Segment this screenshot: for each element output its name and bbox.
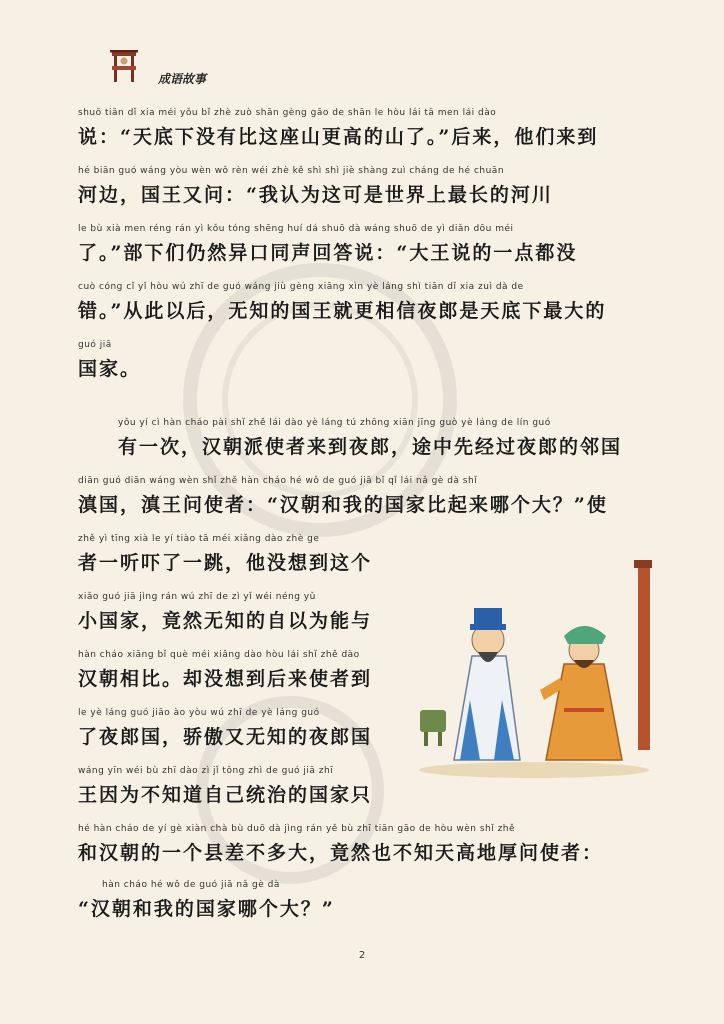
pinyin: hàn cháo hé wǒ de guó jiā nǎ gè dà — [102, 880, 280, 890]
hanzi: 了夜郎国，骄傲又无知的夜郎国 — [78, 726, 373, 748]
pinyin: xiǎo guó jiā jìng rán wú zhī de zì yǐ wéi néng yǔ — [78, 592, 316, 602]
hanzi: 汉朝相比。却没想到后来使者到 — [78, 668, 373, 690]
hanzi: 了。”部下们仍然异口同声回答说：“大王说的一点都没 — [78, 242, 578, 264]
hanzi: 河边，国王又问：“我认为这可是世界上最长的河川 — [78, 184, 553, 206]
header-title: 成语故事 — [158, 72, 207, 86]
pinyin: diān guó diān wáng wèn shǐ zhě hàn cháo hé wǒ de guó jiā bǐ qǐ lái nǎ gè dà shǐ — [78, 476, 478, 486]
pinyin: hé biān guó wáng yòu wèn wǒ rèn wéi zhè kě shì shì jiè shàng zuì cháng de hé chuān — [78, 166, 505, 176]
hanzi: 有一次，汉朝派使者来到夜郎，途中先经过夜郎的邻国 — [118, 436, 623, 458]
hanzi: 王因为不知道自己统治的国家只 — [78, 784, 373, 806]
hanzi: 小国家，竟然无知的自以为能与 — [78, 610, 373, 632]
pinyin: yǒu yí cì hàn cháo pài shǐ zhě lái dào yè láng tú zhōng xiān jīng guò yè láng de lín guó — [118, 418, 551, 428]
illustration-envoys — [414, 560, 652, 780]
pinyin: hàn cháo xiāng bǐ què méi xiǎng dào hòu lái shǐ zhě dào — [78, 650, 360, 660]
hanzi: 错。”从此以后，无知的国王就更相信夜郎是天底下最大的 — [78, 300, 607, 322]
pinyin: zhě yì tīng xià le yí tiào tā méi xiǎng dào zhè ge — [78, 534, 320, 544]
pinyin: hé hàn cháo de yí gè xiàn chà bù duō dà jìng rán yě bù zhī tiān gāo de hòu wèn shǐ zhě — [78, 824, 516, 834]
page-number: 2 — [358, 950, 366, 961]
hanzi: 国家。 — [78, 358, 142, 380]
pinyin: le yè láng guó jiāo ào yòu wú zhī de yè láng guó — [78, 708, 320, 718]
pinyin: shuō tiān dǐ xia méi yǒu bǐ zhè zuò shān gèng gāo de shān le hòu lái tā men lái dào — [78, 108, 497, 118]
hanzi: 说：“天底下没有比这座山更高的山了。”后来，他们来到 — [78, 126, 599, 148]
pinyin: guó jiā — [78, 340, 112, 350]
hanzi: 和汉朝的一个县差不多大，竟然也不知天高地厚问使者： — [78, 842, 604, 864]
pinyin: le bù xià men réng rán yì kǒu tóng shēng huí dá shuō dà wáng shuō de yì diǎn dōu méi — [78, 224, 514, 234]
pinyin: wáng yīn wéi bù zhī dào zì jǐ tǒng zhì de guó jiā zhī — [78, 766, 334, 776]
hanzi: 者一听吓了一跳，他没想到这个 — [78, 552, 373, 574]
hanzi: “汉朝和我的国家哪个大？” — [78, 898, 335, 920]
chair-logo-icon — [106, 44, 144, 86]
hanzi: 滇国，滇王问使者：“汉朝和我的国家比起来哪个大？”使 — [78, 494, 608, 516]
pinyin: cuò cóng cǐ yǐ hòu wú zhī de guó wáng jiù gèng xiāng xìn yè láng shì tiān dǐ xia zuì dà de — [78, 282, 524, 292]
